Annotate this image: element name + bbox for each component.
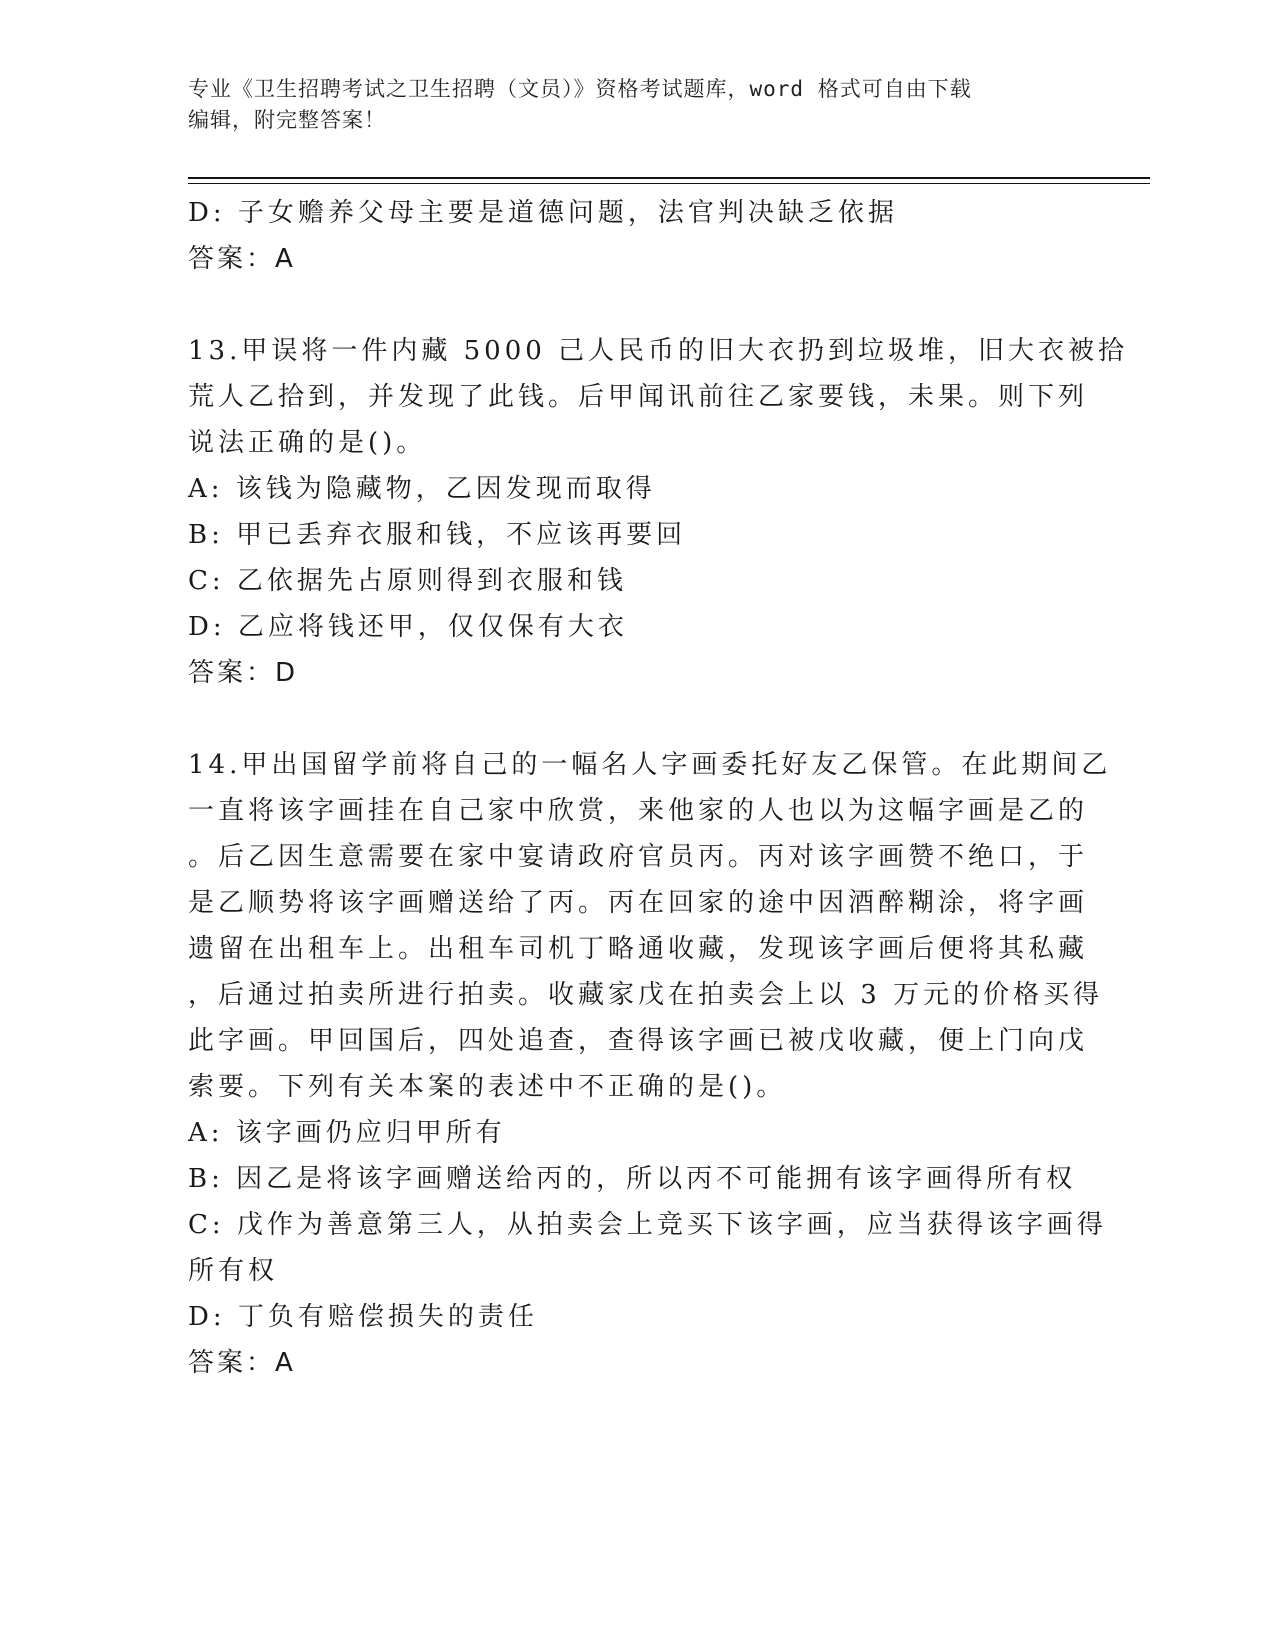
option-d: D: 乙应将钱还甲，仅仅保有大衣: [188, 612, 628, 642]
question-text-line: 14.甲出国留学前将自己的一幅名人字画委托好友乙保管。在此期间乙: [188, 750, 1112, 780]
spacer: [188, 696, 1088, 742]
option-a: A: 该钱为隐藏物，乙因发现而取得: [188, 474, 656, 504]
question-text-line: 说法正确的是()。: [188, 428, 427, 458]
spacer: [188, 282, 1088, 328]
question-14: [188, 742, 1112, 1386]
option-b: B: 因乙是将该字画赠送给丙的，所以丙不可能拥有该字画得所有权: [188, 1164, 1077, 1194]
question-text-line: 。后乙因生意需要在家中宴请政府官员丙。丙对该字画赞不绝口，于: [188, 842, 1089, 872]
header-rule-thin: [188, 183, 1150, 184]
question-text-line: 是乙顺势将该字画赠送给了丙。丙在回家的途中因酒醉糊涂，将字画: [188, 888, 1089, 918]
option-c: C: 戊作为善意第三人，从拍卖会上竞买下该字画，应当获得该字画得: [188, 1210, 1107, 1240]
document-header: [188, 74, 1068, 136]
question-13: [188, 328, 1129, 696]
option-d: D: 丁负有赔偿损失的责任: [188, 1302, 538, 1332]
answer-label: 答案：D: [188, 658, 299, 688]
question-text-line: 此字画。甲回国后，四处追查，查得该字画已被戊收藏，便上门向戊: [188, 1026, 1089, 1056]
option-b: B: 甲已丢弃衣服和钱，不应该再要回: [188, 520, 687, 550]
header-line-1: 专业《卫生招聘考试之卫生招聘（文员）》资格考试题库，word 格式可自由下载: [188, 77, 972, 101]
option-a: A: 该字画仍应归甲所有: [188, 1118, 506, 1148]
question-text-line: ，后通过拍卖所进行拍卖。收藏家戊在拍卖会上以 3 万元的价格买得: [188, 980, 1104, 1010]
answer-label: 答案：A: [188, 244, 296, 274]
header-line-2: 编辑，附完整答案！: [188, 108, 386, 132]
question-text-line: 荒人乙拾到，并发现了此钱。后甲闻讯前往乙家要钱，未果。则下列: [188, 382, 1089, 412]
option-d: D: 子女赡养父母主要是道德问题，法官判决缺乏依据: [188, 198, 898, 228]
option-c: C: 乙依据先占原则得到衣服和钱: [188, 566, 627, 596]
question-text-line: 13.甲误将一件内藏 5000 己人民币的旧大衣扔到垃圾堆，旧大衣被拾: [188, 336, 1129, 366]
document-body: [188, 190, 1129, 1386]
question-text-line: 一直将该字画挂在自己家中欣赏，来他家的人也以为这幅字画是乙的: [188, 796, 1089, 826]
option-c-continued: 所有权: [188, 1256, 279, 1286]
header-rule-thick: [188, 177, 1150, 179]
question-text-line: 索要。下列有关本案的表述中不正确的是()。: [188, 1072, 787, 1102]
previous-question-tail: [188, 190, 1088, 282]
answer-label: 答案：A: [188, 1348, 296, 1378]
question-text-line: 遗留在出租车上。出租车司机丁略通收藏，发现该字画后便将其私藏: [188, 934, 1089, 964]
